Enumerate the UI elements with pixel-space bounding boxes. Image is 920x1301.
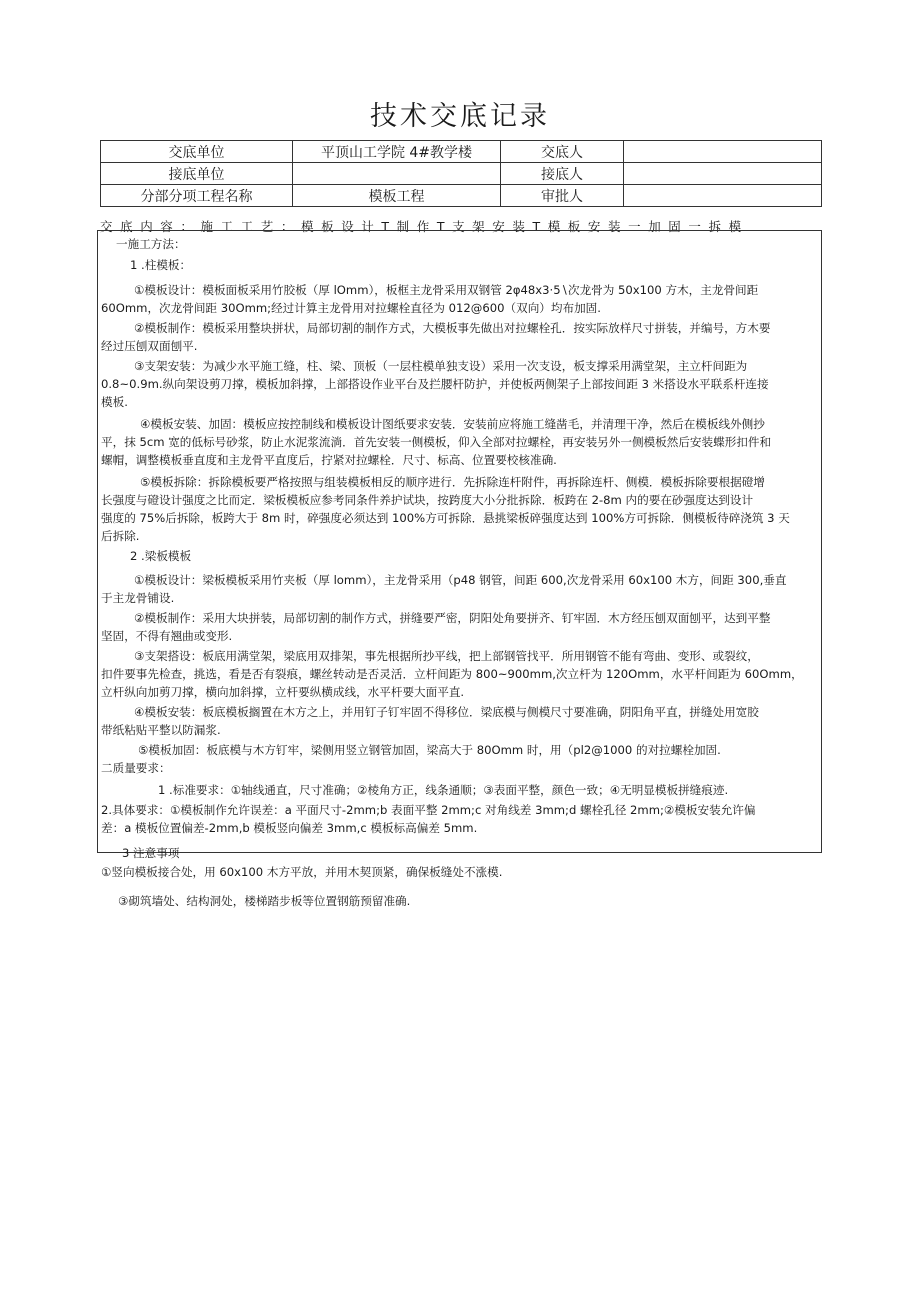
label-cell: 交底单位 <box>101 141 293 163</box>
value-cell: 模板工程 <box>293 185 501 207</box>
note-line: ③砌筑墙处、结构洞处，楼梯踏步板等位置钢筋预留准确. <box>118 894 411 908</box>
text-line: 二质量要求： <box>101 761 171 775</box>
text-line: 长强度与磴设计强度之比而定．梁板模板应参考同条件养护试块，按跨度大小分批拆除．板跨在 2-8m 内的要在砂强度达到设计 <box>101 493 754 507</box>
text-line: ⑤模板加固：板底模与木方钉牢，梁侧用竖立钢管加固，梁高大于 80Omm 时，用（pl2@1000 的对拉螺栓加固. <box>138 743 721 757</box>
text-line: 1 .柱模板： <box>130 258 192 272</box>
text-line: ①模板设计：梁板模板采用竹夹板（厚 lomm），主龙骨采用（p48 钢管，间距 600,次龙骨采用 60x100 木方，间距 300,垂直 <box>134 573 787 587</box>
header-row <box>101 141 822 163</box>
content-heading: 交底内容：施工工艺：模板设计T制作T支架安装T模板安装一加固一拆模 <box>100 219 749 234</box>
text-line: 扣件要事先检查，挑选，看是否有裂痕，螺丝转动是否灵活．立杆间距为 800~900mm,次立杆为 120Omm，水平杆间距为 60Omm， <box>101 667 803 681</box>
text-line: ④模板安装、加固：模板应按控制线和模板设计图纸要求安装．安装前应将施工缝凿毛，并清理干净，然后在模板线外侧抄 <box>140 417 765 431</box>
header-row <box>101 163 822 185</box>
header-row <box>101 185 822 207</box>
label-cell: 分部分项工程名称 <box>101 185 293 207</box>
text-line: 强度的 75%后拆除，板跨大于 8m 时，碎强度必须达到 100%方可拆除．悬挑梁板碎强度达到 100%方可拆除．侧模板待碎浇筑 3 天 <box>101 511 790 525</box>
value-cell <box>624 163 822 185</box>
text-line: 2.具体要求：①模板制作允许误差：a 平面尺寸-2mm;b 表面平整 2mm;c 对角线差 3mm;d 螺栓孔径 2mm;②模板安装允许偏 <box>101 803 756 817</box>
text-line: 于主龙骨铺设. <box>101 591 175 605</box>
text-line: ⑤模板拆除：拆除模板要严格按照与组装模板相反的顺序进行．先拆除连杆附件，再拆除连杆、侧模．模板拆除要根据磴增 <box>140 475 765 489</box>
text-line: 差：a 模板位置偏差-2mm,b 模板竖向偏差 3mm,c 模板标高偏差 5mm. <box>101 821 478 835</box>
text-line: 模板. <box>101 395 128 409</box>
text-line: 螺帽，调整模板垂直度和主龙骨平直度后，拧紧对拉螺栓．尺寸、标高、位置要校核准确. <box>101 453 557 467</box>
text-line: 立杆纵向加剪刀撑，横向加斜撑，立杆要纵横成线，水平杆要大面平直. <box>101 685 465 699</box>
text-line: 经过压刨双面刨平. <box>101 339 198 353</box>
label-cell: 接底人 <box>501 163 624 185</box>
value-cell <box>624 141 822 163</box>
text-line: 1 .标准要求：①轴线通直，尺寸准确；②棱角方正，线条通顺；③表面平整，颜色一致；④无明显模板拼缝痕迹. <box>158 783 729 797</box>
label-cell: 接底单位 <box>101 163 293 185</box>
text-line: ③支架搭设：板底用满堂架，梁底用双排架，事先根据所抄平线，把上部钢管找平．所用钢管不能有弯曲、变形、或裂纹， <box>134 649 759 663</box>
text-line: 坚固，不得有翘曲或变形. <box>101 629 233 643</box>
text-line: ④模板安装：板底模板搁置在木方之上，并用钉子钉牢固不得移位．梁底模与侧模尺寸要准确，阴阳角平直，拼缝处用宽胶 <box>134 705 759 719</box>
text-line: 后拆除. <box>101 529 140 543</box>
page-title: 技术交底记录 <box>370 101 550 132</box>
text-line: 3 注意事项 <box>122 846 180 860</box>
header-table <box>100 140 822 207</box>
label-cell: 审批人 <box>501 185 624 207</box>
text-line: 2 .梁板模板 <box>130 549 192 563</box>
text-line: 一施工方法： <box>116 237 186 251</box>
text-line: ①模板设计：模板面板采用竹胶板（厚 lOmm），板框主龙骨采用双钢管 2φ48x3·5∖次龙骨为 50x100 方木，主龙骨间距 <box>134 283 759 297</box>
text-line: ③支架安装：为减少水平施工缝，柱、梁、顶板（一层柱模单独支设）采用一次支设，板支撑采用满堂架，主立杆间距为 <box>134 359 748 373</box>
note-line: ①竖向模板接合处，用 60x100 木方平放，并用木契顶紧，确保板缝处不涨模. <box>101 865 503 879</box>
value-cell: 平顶山工学院 4#教学楼 <box>293 141 501 163</box>
text-line: 60Omm，次龙骨间距 30Omm;经过计算主龙骨用对拉螺栓直径为 012@600（双向）均布加固. <box>101 301 601 315</box>
label-cell: 交底人 <box>501 141 624 163</box>
text-line: 带纸粘贴平整以防漏浆. <box>101 723 221 737</box>
text-line: 0.8~0.9m.纵向架设剪刀撑，模板加斜撑，上部搭设作业平台及拦腰杆防护，并使板两侧架子上部按间距 3 米搭设水平联系杆连接 <box>101 377 769 391</box>
text-line: 平，抹 5cm 宽的低标号砂浆，防止水泥浆流淌．首先安装一侧模板，仰入全部对拉螺栓，再安装另外一侧模板然后安装蝶形扣件和 <box>101 435 772 449</box>
value-cell <box>624 185 822 207</box>
text-line: ②模板制作：模板采用整块拼状，局部切割的制作方式，大模板事先做出对拉螺栓孔．按实际放样尺寸拼装，并编号，方木要 <box>134 321 771 335</box>
value-cell <box>293 163 501 185</box>
text-line: ②模板制作：采用大块拼装，局部切割的制作方式，拼缝要严密，阴阳处角要拼齐、钉牢固．木方经压刨双面刨平，达到平整 <box>134 611 771 625</box>
